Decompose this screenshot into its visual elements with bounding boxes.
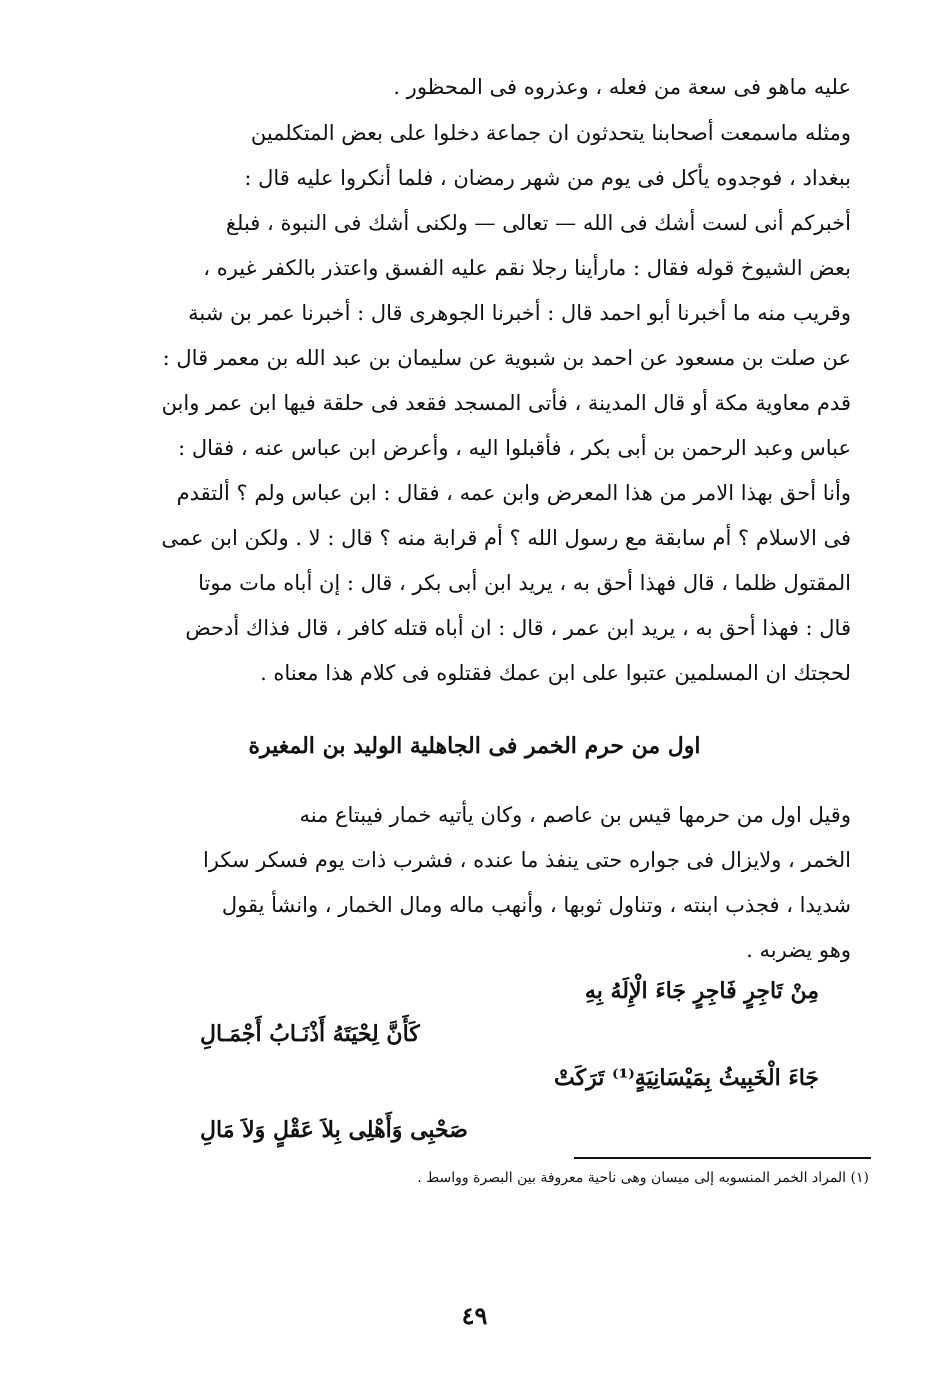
- text-line: شديدا ، فجذب ابنته ، وتناول ثوبها ، وأنهب ماله ومال الخمار ، وانشأ يقول: [221, 893, 851, 917]
- section-heading: اول من حرم الخمر فى الجاهلية الوليد بن المغيرة: [248, 733, 701, 759]
- verse-1-second-hemistich: كَأَنَّ لِحْيَتَهُ أَذْنَـابُ أَجْمَـالِ: [200, 1021, 420, 1047]
- text-line: عباس وعبد الرحمن بن أبى بكر ، فأقبلوا اليه ، وأعرض ابن عباس عنه ، فقال :: [178, 436, 851, 460]
- text-line: أخبركم أنى لست أشك فى الله — تعالى — ولكنى أشك فى النبوة ، فبلغ: [225, 211, 851, 235]
- text-line: عن صلت بن مسعود عن احمد بن شبوية عن سليمان بن عبد الله بن معمر قال :: [162, 346, 851, 370]
- text-line: لحجتك ان المسلمين عتبوا على ابن عمك فقتلوه فى كلام هذا معناه .: [260, 661, 851, 685]
- text-line: فى الاسلام ؟ أم سابقة مع رسول الله ؟ أم قرابة منه ؟ قال : لا . ولكن ابن عمى: [161, 526, 851, 550]
- text-line: الخمر ، ولايزال فى جواره حتى ينفذ ما عنده ، فشرب ذات يوم فسكر سكرا: [202, 848, 851, 872]
- verse-2-first-hemistich: جَاءَ الْخَبِيثُ بِمَيْسَانِيَةٍ⁽¹⁾ تَرَكَتْ: [554, 1065, 819, 1091]
- text-line: بعض الشيوخ قوله فقال : مارأينا رجلا نقم عليه الفسق واعتذر بالكفر غيره ،: [203, 256, 851, 280]
- text-line: المقتول ظلما ، قال فهذا أحق به ، يريد ابن أبى بكر ، قال : إن أباه مات موتا: [198, 571, 851, 595]
- page-number: ٤٩: [461, 1301, 488, 1330]
- text-line: عليه ماهو فى سعة من فعله ، وعذروه فى المحظور .: [393, 75, 851, 99]
- text-line: وأنا أحق بهذا الامر من هذا المعرض وابن عمه ، فقال : ابن عباس ولم ؟ ألتقدم: [176, 481, 851, 505]
- text-line: وهو يضربه .: [746, 938, 851, 962]
- verse-2-second-hemistich: صَحْبِى وَأَهْلِى بِلاَ عَقْلٍ وَلاَ مَالِ: [200, 1117, 468, 1143]
- text-line: قال : فهذا أحق به ، يريد ابن عمر ، قال : ان أباه قتله كافر ، قال فذاك أدحض: [185, 616, 851, 640]
- text-line: وقيل اول من حرمها قيس بن عاصم ، وكان يأتيه خمار فيبتاع منه: [299, 803, 851, 827]
- text-line: وقريب منه ما أخبرنا أبو احمد قال : أخبرنا الجوهرى قال : أخبرنا عمر بن شبة: [188, 301, 851, 325]
- text-line: قدم معاوية مكة أو قال المدينة ، فأتى المسجد فقعد فى حلقة فيها ابن عمر وابن: [161, 391, 851, 415]
- footnote-separator: [574, 1157, 871, 1159]
- text-line: ومثله ماسمعت أصحابنا يتحدثون ان جماعة دخلوا على بعض المتكلمين: [250, 121, 851, 145]
- verse-1-first-hemistich: مِنْ تَاجِرٍ فَاجِرٍ جَاءَ الْإِلَهُ بِهِ: [584, 978, 819, 1004]
- text-line: ببغداد ، فوجدوه يأكل فى يوم من شهر رمضان ، فلما أنكروا عليه قال :: [244, 166, 851, 190]
- footnote: (١) المراد الخمر المنسوبه إلى ميسان وهى ناحية معروفة بين البصرة وواسط .: [417, 1170, 869, 1186]
